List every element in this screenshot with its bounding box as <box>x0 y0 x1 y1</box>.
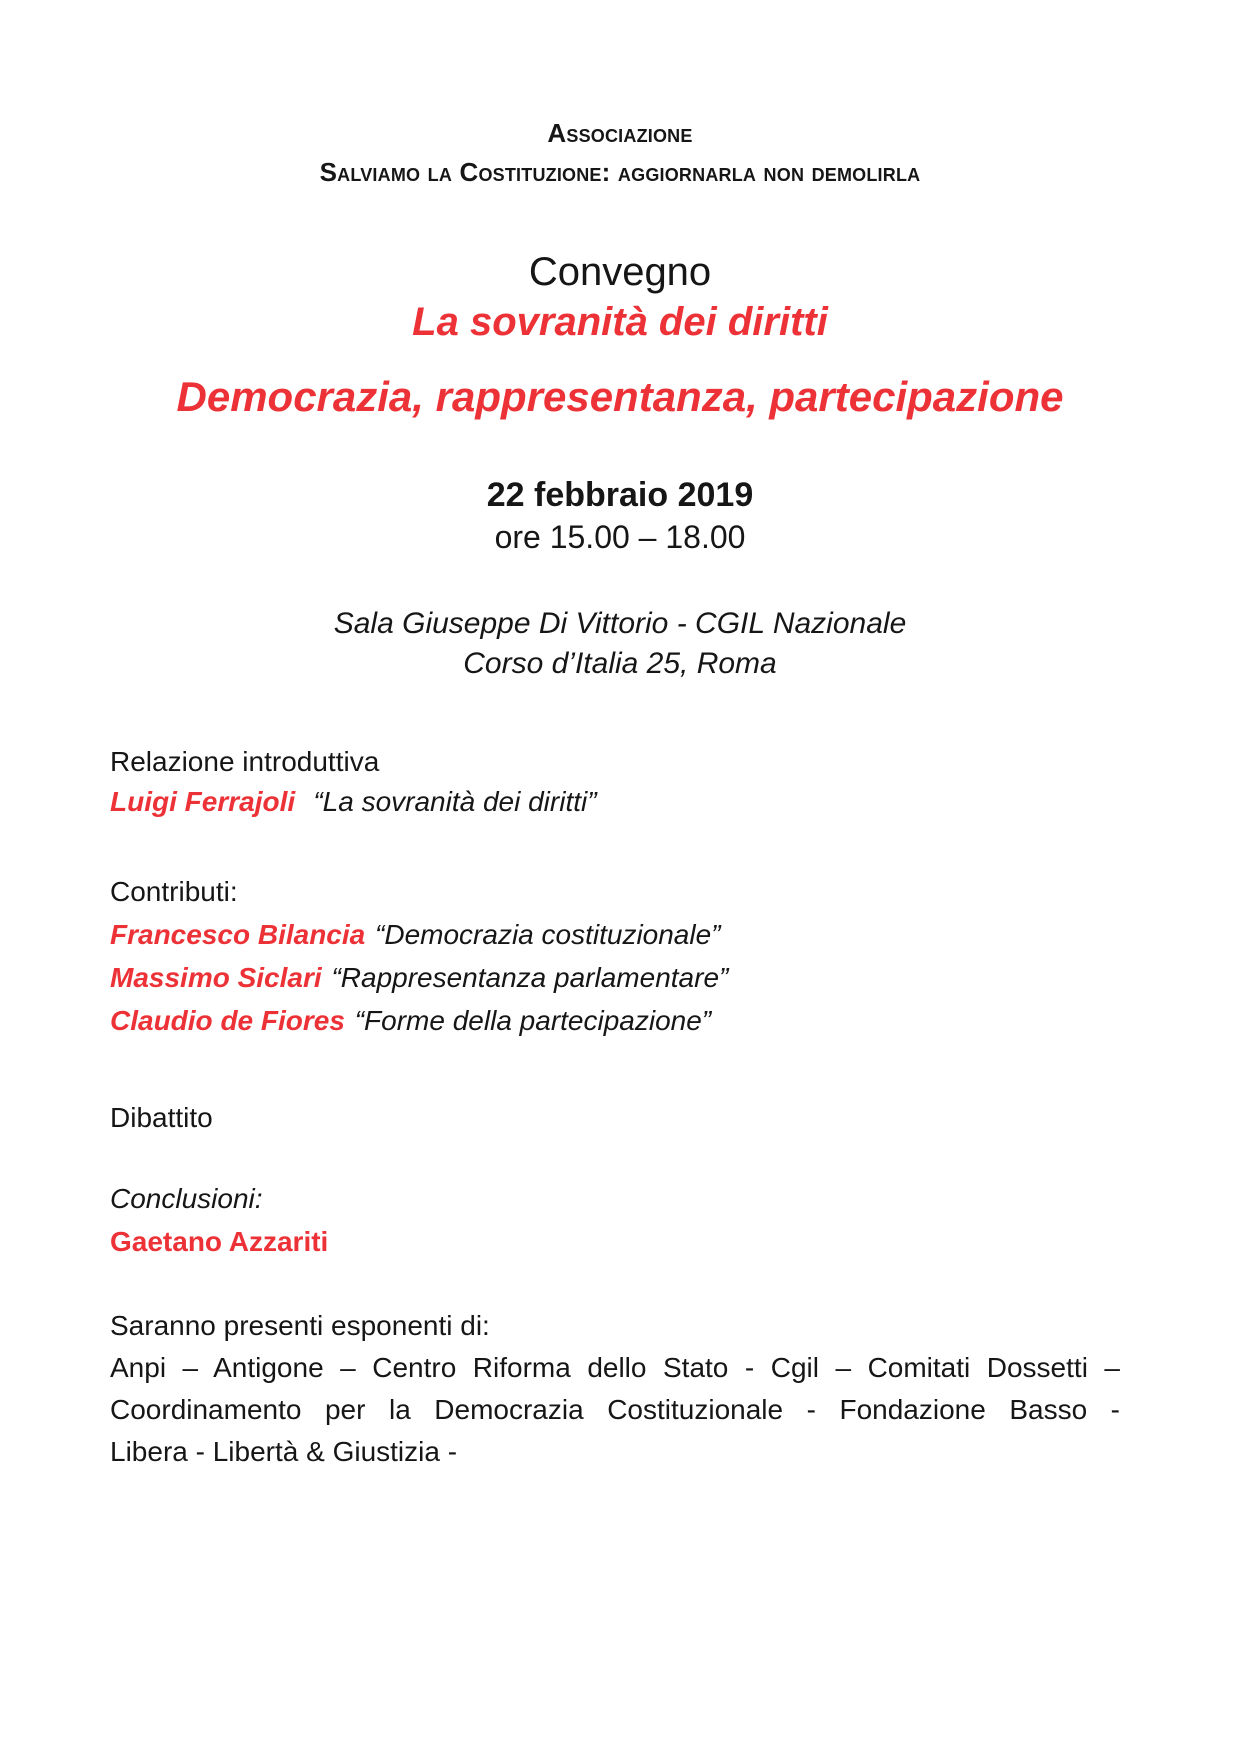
event-time: ore 15.00 – 18.00 <box>494 519 746 555</box>
conclusions-heading: Conclusioni: <box>110 1183 263 1214</box>
venue-block <box>0 604 1240 684</box>
association-header <box>0 114 1240 192</box>
contributi-heading: Contributi: <box>110 876 238 907</box>
talk-title: “Rappresentanza parlamentare” <box>331 962 729 993</box>
attendees-line-text: Anpi – Antigone – Centro Riforma dello Stato - Cgil – Comitati Dossetti – <box>110 1352 1120 1383</box>
speaker-name: Claudio de Fiores <box>110 1005 345 1036</box>
conclusions-speaker-name: Gaetano Azzariti <box>110 1226 329 1257</box>
venue-name: Sala Giuseppe Di Vittorio - CGIL Nazionale <box>333 607 907 640</box>
event-subtitle: Democrazia, rappresentanza, partecipazione <box>176 373 1064 420</box>
intro-section <box>110 742 1120 822</box>
attendees-line <box>110 1431 1120 1473</box>
event-kicker: Convegno <box>528 250 712 294</box>
intro-heading: Relazione introduttiva <box>110 746 380 777</box>
venue-address: Corso d’Italia 25, Roma <box>463 647 777 680</box>
association-name: Associazione <box>547 118 693 148</box>
speaker-name: Francesco Bilancia <box>110 919 366 950</box>
contributi-line <box>110 999 1120 1042</box>
association-motto: Salviamo la Costituzione: aggiornarla non demolirla <box>319 157 921 187</box>
attendees-line <box>110 1389 1120 1431</box>
talk-title: “Democrazia costituzionale” <box>375 919 721 950</box>
event-title: La sovranità dei diritti <box>412 300 828 344</box>
attendees-intro: Saranno presenti esponenti di: <box>110 1310 490 1341</box>
intro-talk-title: “La sovranità dei diritti” <box>313 786 597 817</box>
intro-speaker-name: Luigi Ferrajoli <box>110 786 296 817</box>
talk-title: “Forme della partecipazione” <box>354 1005 712 1036</box>
attendees-section <box>110 1305 1120 1473</box>
contributi-section <box>110 870 1120 1042</box>
attendees-line <box>110 1347 1120 1389</box>
intro-line <box>110 782 1120 822</box>
contributi-line <box>110 913 1120 956</box>
event-date: 22 febbraio 2019 <box>486 476 754 514</box>
attendees-line-text: Libera - Libertà & Giustizia - <box>110 1436 458 1467</box>
speaker-name: Massimo Siclari <box>110 962 322 993</box>
conclusions-section <box>110 1177 1120 1263</box>
contributi-line <box>110 956 1120 999</box>
attendees-line-text: Coordinamento per la Democrazia Costituzionale - Fondazione Basso - <box>110 1394 1120 1425</box>
debate-heading: Dibattito <box>110 1102 213 1133</box>
